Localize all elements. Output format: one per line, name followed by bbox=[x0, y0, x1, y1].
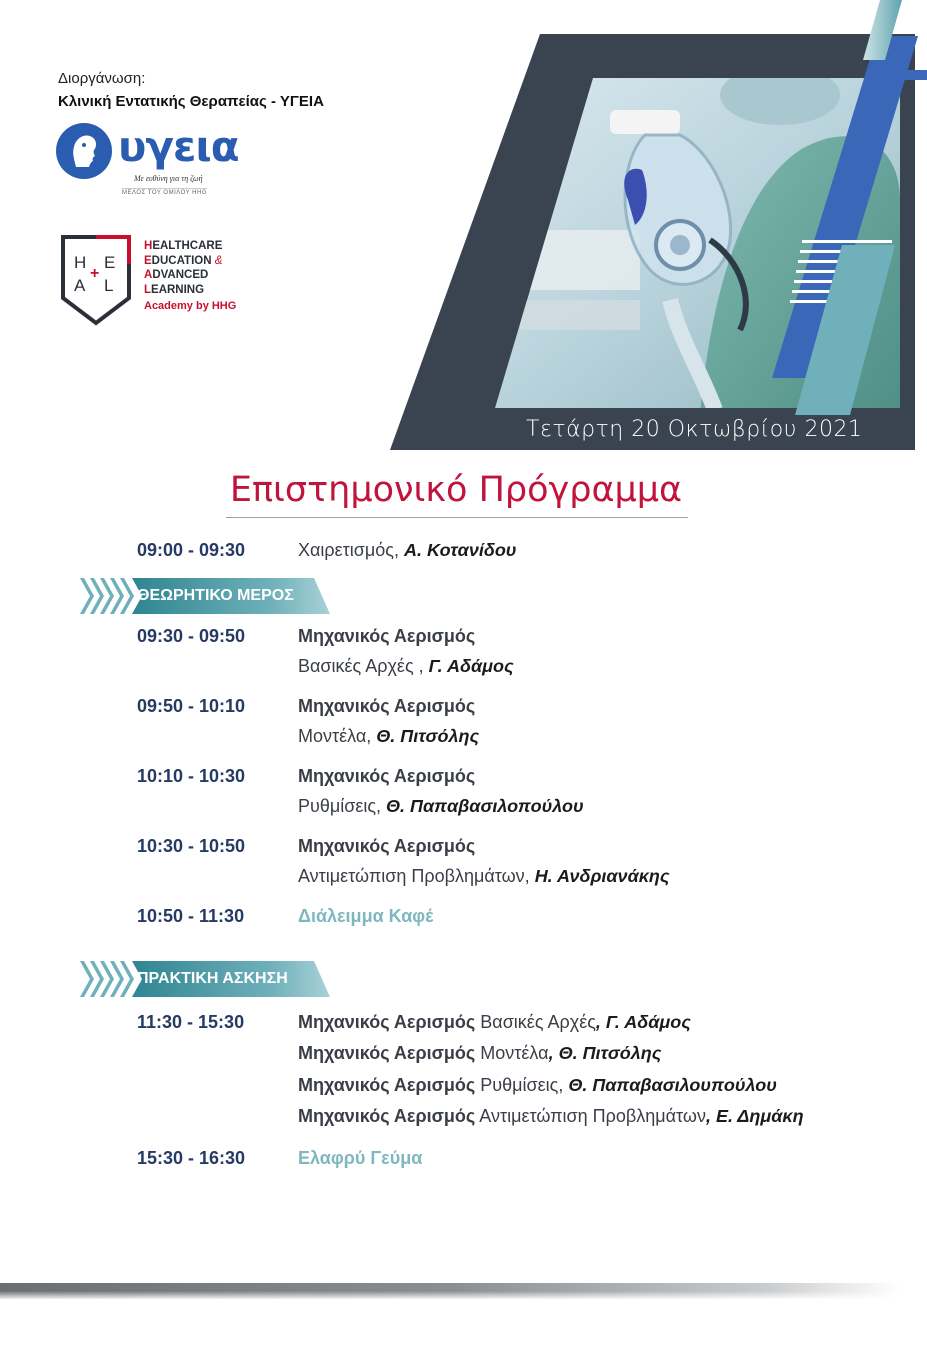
heal-line: ADVANCED bbox=[144, 269, 209, 281]
heal-letter-e: E bbox=[104, 253, 116, 272]
coffee-break: Διάλειμμα Καφέ bbox=[298, 906, 434, 926]
time-slot: 09:00 - 09:30 bbox=[137, 540, 246, 560]
heal-letter-h: H bbox=[74, 253, 87, 272]
speaker-name: Γ. Αδάμος bbox=[428, 656, 514, 676]
section-label: ΘΕΩΡΗΤΙΚΟ ΜΕΡΟΣ bbox=[137, 587, 294, 604]
ygeia-wordmark: υγεια bbox=[118, 122, 239, 171]
hero-image bbox=[380, 0, 927, 450]
practice-item: Μηχανικός Αερισμός Ρυθμίσεις, Θ. Παπαβασιλουπούλου bbox=[298, 1075, 777, 1095]
ygeia-member-note: ΜΕΛΟΣ ΤΟΥ ΟΜΙΛΟΥ HHG bbox=[122, 190, 207, 196]
speaker-name: Θ. Παπαβασιλουπούλου bbox=[568, 1075, 777, 1095]
time-slot: 15:30 - 16:30 bbox=[137, 1148, 246, 1168]
speaker-name: Θ. Πιτσόλης bbox=[376, 726, 480, 746]
program-title: Επιστημονικό Πρόγραμμα bbox=[229, 470, 683, 510]
heal-wordmark bbox=[144, 239, 222, 297]
light-lunch: Ελαφρύ Γεύμα bbox=[298, 1148, 423, 1168]
title-divider bbox=[226, 517, 688, 518]
session-detail: Βασικές Αρχές , Γ. Αδάμος bbox=[298, 656, 514, 676]
footer-shadow-bar bbox=[0, 1281, 927, 1303]
organizer-label: Διοργάνωση: bbox=[58, 70, 146, 87]
heal-line: HEALTHCARE bbox=[144, 240, 223, 252]
ygeia-head-icon bbox=[56, 123, 112, 179]
section-label: ΠΡΑΚΤΙΚΗ ΑΣΚΗΣΗ bbox=[137, 970, 288, 987]
session-detail: Αντιμετώπιση Προβλημάτων, Η. Ανδριανάκης bbox=[298, 866, 670, 886]
practice-item: Μηχανικός Αερισμός Βασικές Αρχές, Γ. Αδάμος bbox=[298, 1012, 691, 1032]
session-title: Μηχανικός Αερισμός bbox=[298, 766, 476, 786]
practice-item: Μηχανικός Αερισμός Μοντέλα, Θ. Πιτσόλης bbox=[298, 1043, 662, 1063]
speaker-name: , Θ. Πιτσόλης bbox=[548, 1043, 662, 1063]
heal-line: EDUCATION & bbox=[144, 254, 223, 267]
heal-academy-label: Academy by HHG bbox=[144, 300, 237, 312]
session-title: Μηχανικός Αερισμός bbox=[298, 836, 476, 856]
time-slot: 09:50 - 10:10 bbox=[137, 696, 246, 716]
session-title: Μηχανικός Αερισμός bbox=[298, 696, 476, 716]
time-slot: 10:50 - 11:30 bbox=[137, 906, 245, 926]
session-detail: Ρυθμίσεις, Θ. Παπαβασιλοπούλου bbox=[298, 796, 584, 816]
event-date: Τετάρτη 20 Οκτωβρίου 2021 bbox=[526, 417, 863, 442]
heal-letter-l: L bbox=[104, 276, 114, 295]
speaker-name: Η. Ανδριανάκης bbox=[534, 866, 670, 886]
speaker-name: , Ε. Δημάκη bbox=[705, 1106, 804, 1126]
heal-shield-icon bbox=[60, 234, 132, 326]
heal-letter-a: A bbox=[74, 276, 86, 295]
session-title: Μηχανικός Αερισμός bbox=[298, 626, 476, 646]
ygeia-tagline: Με ευθύνη για τη ζωή bbox=[134, 174, 203, 183]
ygeia-logo bbox=[56, 120, 239, 200]
time-slot: 10:10 - 10:30 bbox=[137, 766, 246, 786]
practice-item: Μηχανικός Αερισμός Αντιμετώπιση Προβλημάτων, Ε. Δημάκη bbox=[298, 1106, 804, 1126]
speaker-name: Α. Κοτανίδου bbox=[403, 540, 517, 560]
heal-line: LEARNING bbox=[144, 283, 205, 296]
heal-academy-logo bbox=[60, 234, 260, 326]
time-slot: 10:30 - 10:50 bbox=[137, 836, 246, 856]
session-welcome: Χαιρετισμός, Α. Κοτανίδου bbox=[298, 540, 517, 560]
organizer-name: Κλινική Εντατικής Θεραπείας - ΥΓΕΙΑ bbox=[58, 93, 324, 110]
time-slot: 11:30 - 15:30 bbox=[137, 1012, 245, 1032]
speaker-name: , Γ. Αδάμος bbox=[595, 1012, 691, 1032]
time-slot: 09:30 - 09:50 bbox=[137, 626, 246, 646]
svg-text:+: + bbox=[90, 265, 100, 282]
session-detail: Μοντέλα, Θ. Πιτσόλης bbox=[298, 726, 480, 746]
speaker-name: Θ. Παπαβασιλοπούλου bbox=[386, 796, 584, 816]
